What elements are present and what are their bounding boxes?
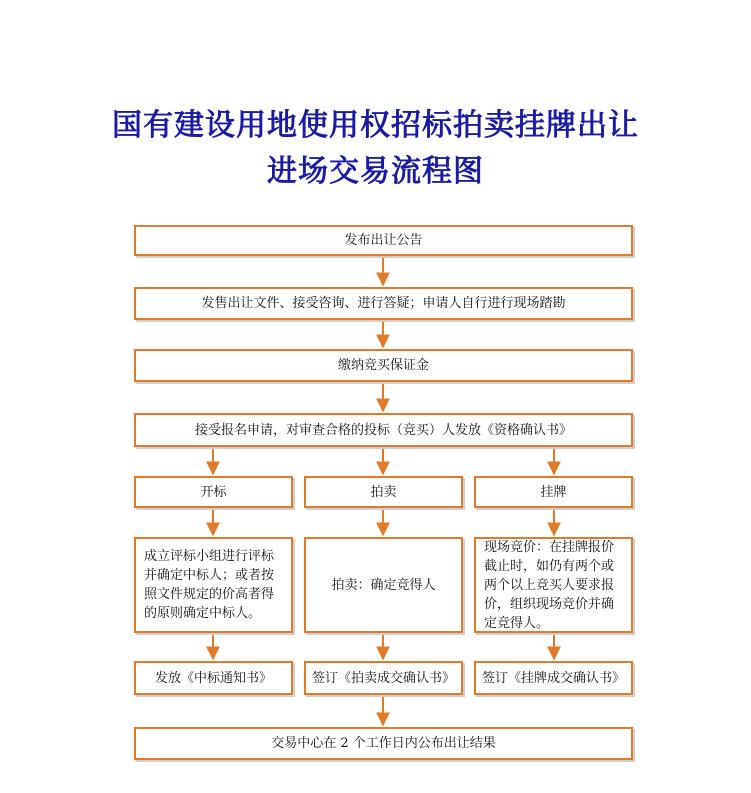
step-publish-result: 交易中心在 2 个工作日内公布出让结果 xyxy=(134,727,633,760)
step-publish-notice: 发布出让公告 xyxy=(134,225,633,256)
step-pay-deposit: 缴纳竞买保证金 xyxy=(134,349,633,382)
branch-tender-result: 发放《中标通知书》 xyxy=(134,661,293,695)
branch-auction-detail: 拍卖：确定竞得人 xyxy=(304,537,463,633)
branch-tender-heading: 开标 xyxy=(134,476,293,508)
branch-auction-heading: 拍卖 xyxy=(304,476,463,508)
diagram-title-line-2: 进场交易流程图 xyxy=(267,154,484,189)
branch-listing-result: 签订《挂牌成交确认书》 xyxy=(474,661,633,695)
diagram-title-line-1: 国有建设用地使用权招标拍卖挂牌出让 xyxy=(112,108,639,143)
step-accept-registration: 接受报名申请，对审查合格的投标（竞买）人发放《资格确认书》 xyxy=(134,413,633,447)
branch-auction-result: 签订《拍卖成交确认书》 xyxy=(304,661,463,695)
branch-listing-detail: 现场竞价：在挂牌报价截止时，如仍有两个或两个以上竞买人要求报价，组织现场竞价并确定竞得人。 xyxy=(474,537,633,633)
step-sell-documents: 发售出让文件、接受咨询、进行答疑；申请人自行进行现场踏勘 xyxy=(134,287,633,320)
branch-listing-heading: 挂牌 xyxy=(474,476,633,508)
branch-tender-detail: 成立评标小组进行评标并确定中标人；或者按照文件规定的价高者得的原则确定中标人。 xyxy=(134,537,293,633)
